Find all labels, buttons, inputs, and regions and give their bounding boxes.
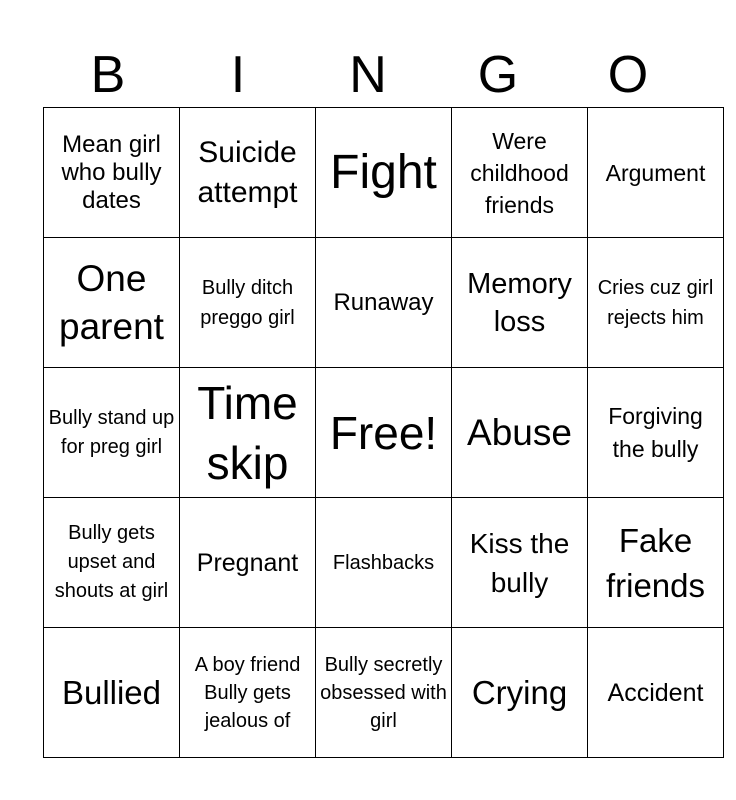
bingo-cell[interactable] bbox=[452, 238, 588, 368]
cell-label: Abuse bbox=[467, 411, 572, 453]
bingo-cell[interactable] bbox=[316, 238, 452, 368]
bingo-cell[interactable] bbox=[180, 368, 316, 498]
bingo-cell[interactable] bbox=[588, 628, 724, 758]
cell-label: Bullied bbox=[61, 673, 162, 711]
cell-label: Accident bbox=[607, 678, 704, 707]
bingo-cell[interactable] bbox=[452, 108, 588, 238]
board-row-3 bbox=[44, 368, 724, 498]
cell-label: Cries cuz girl rejects him bbox=[597, 276, 714, 329]
cell-label: Fake friends bbox=[605, 521, 706, 604]
cell-label: Suicide attempt bbox=[197, 135, 298, 209]
board-row-4 bbox=[44, 498, 724, 628]
bingo-cell[interactable] bbox=[180, 628, 316, 758]
board-row-5 bbox=[44, 628, 724, 758]
bingo-cell[interactable] bbox=[452, 368, 588, 498]
cell-label: Memory loss bbox=[467, 267, 572, 338]
cell-label: Free! bbox=[329, 406, 438, 459]
cell-label: Time skip bbox=[197, 376, 298, 489]
bingo-cell[interactable] bbox=[452, 498, 588, 628]
cell-label: Pregnant bbox=[196, 548, 299, 577]
bingo-cell[interactable] bbox=[44, 628, 180, 758]
bingo-cell[interactable] bbox=[180, 498, 316, 628]
cell-label: Were childhood friends bbox=[470, 127, 569, 218]
bingo-cell[interactable] bbox=[452, 628, 588, 758]
bingo-cell[interactable] bbox=[180, 238, 316, 368]
cell-label: Argument bbox=[605, 159, 706, 186]
bingo-cell[interactable] bbox=[316, 498, 452, 628]
bingo-cell[interactable] bbox=[316, 628, 452, 758]
bingo-cell[interactable] bbox=[180, 108, 316, 238]
cell-label: Mean girl who bully dates bbox=[61, 130, 162, 214]
bingo-cell[interactable] bbox=[316, 368, 452, 498]
header-letter-b: B bbox=[90, 46, 126, 104]
cell-label: A boy friend Bully gets jealous of bbox=[194, 653, 301, 732]
cell-label: Bully secretly obsessed with girl bbox=[320, 653, 447, 732]
bingo-board bbox=[43, 107, 724, 758]
cell-label: Flashbacks bbox=[332, 551, 435, 574]
cell-label: Bully stand up for preg girl bbox=[48, 406, 175, 458]
header-letter-i: I bbox=[230, 46, 246, 104]
cell-label: Kiss the bully bbox=[469, 527, 570, 598]
cell-label: Fight bbox=[330, 145, 437, 199]
cell-label: Crying bbox=[471, 673, 568, 711]
bingo-cell[interactable] bbox=[44, 498, 180, 628]
header-letter-o: O bbox=[607, 46, 649, 104]
bingo-cell[interactable] bbox=[588, 368, 724, 498]
cell-label: Runaway bbox=[333, 288, 434, 316]
bingo-cell[interactable] bbox=[44, 108, 180, 238]
bingo-cell[interactable] bbox=[44, 368, 180, 498]
header-letter-n: N bbox=[349, 46, 387, 104]
bingo-cell[interactable] bbox=[588, 498, 724, 628]
cell-label: One parent bbox=[59, 257, 164, 347]
cell-label: Bully ditch preggo girl bbox=[200, 276, 295, 329]
header-letter-g: G bbox=[477, 46, 519, 104]
bingo-header bbox=[43, 44, 693, 106]
cell-label: Bully gets upset and shouts at girl bbox=[54, 522, 169, 602]
bingo-cell[interactable] bbox=[588, 238, 724, 368]
bingo-cell[interactable] bbox=[588, 108, 724, 238]
board-row-2 bbox=[44, 238, 724, 368]
cell-label: Forgiving the bully bbox=[608, 402, 703, 462]
bingo-cell[interactable] bbox=[44, 238, 180, 368]
bingo-cell[interactable] bbox=[316, 108, 452, 238]
board-row-1 bbox=[44, 108, 724, 238]
